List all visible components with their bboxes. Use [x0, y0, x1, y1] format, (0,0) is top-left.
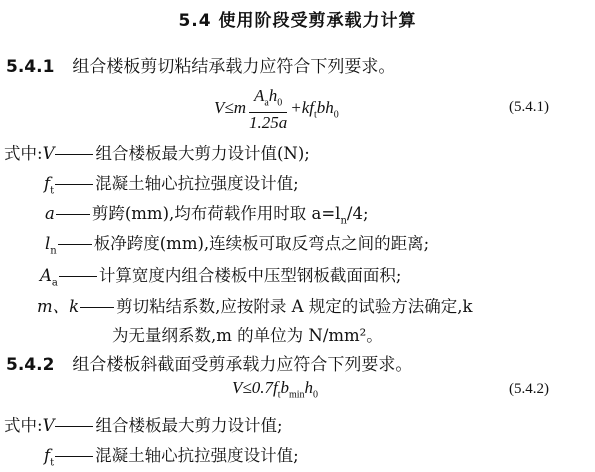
- em-dash: [55, 154, 93, 155]
- clause-text: 组合楼板斜截面受剪承载力应符合下列要求。: [72, 355, 413, 375]
- formula-lhs: V≤m: [214, 98, 246, 118]
- definition-row: 式中:V 组合楼板最大剪力设计值;: [4, 416, 283, 435]
- equation-number-5-4-1: (5.4.1): [509, 99, 549, 115]
- definition-continuation: 为无量纲系数,m 的单位为 N/mm²。: [112, 326, 383, 345]
- formula-denominator: 1.25a: [249, 113, 288, 133]
- definition-row: $A_a$ 计算宽度内组合楼板中压型钢板截面面积;: [40, 266, 402, 289]
- clause-number: 5.4.1: [6, 57, 55, 77]
- clause-5-4-1: [6, 52, 395, 77]
- formula-5-4-2: $V\le 0.7f_tb_{min}h_0$: [232, 378, 319, 401]
- definition-row: a 剪跨(mm),均布荷载作用时取 $a=l_n/4$;: [45, 204, 369, 227]
- definition-row: m、k 剪切粘结系数,应按附录 A 规定的试验方法确定,k: [37, 297, 473, 316]
- formula-rest: +kf: [290, 98, 314, 118]
- definition-row: 式中:V 组合楼板最大剪力设计值(N);: [4, 144, 310, 163]
- section-title: 5.4 使用阶段受剪承载力计算: [178, 11, 417, 31]
- definition-row: $f_t$ 混凝土轴心抗拉强度设计值;: [44, 174, 299, 197]
- clause-5-4-2: [6, 350, 412, 375]
- definition-row: $l_n$ 板净跨度(mm),连续板可取反弯点之间的距离;: [45, 234, 430, 257]
- equation-number-5-4-2: (5.4.2): [509, 381, 549, 397]
- formula-fraction: $\frac{A_ah_0}{1.25a}$: [249, 86, 288, 133]
- formula-5-4-1: V≤m $\frac{A_ah_0}{1.25a}$ $+kf_tbh_0$: [214, 86, 339, 133]
- clause-text: 组合楼板剪切粘结承载力应符合下列要求。: [72, 57, 396, 77]
- definition-row: $f_t$ 混凝土轴心抗拉强度设计值;: [44, 446, 299, 469]
- clause-number: 5.4.2: [6, 355, 55, 375]
